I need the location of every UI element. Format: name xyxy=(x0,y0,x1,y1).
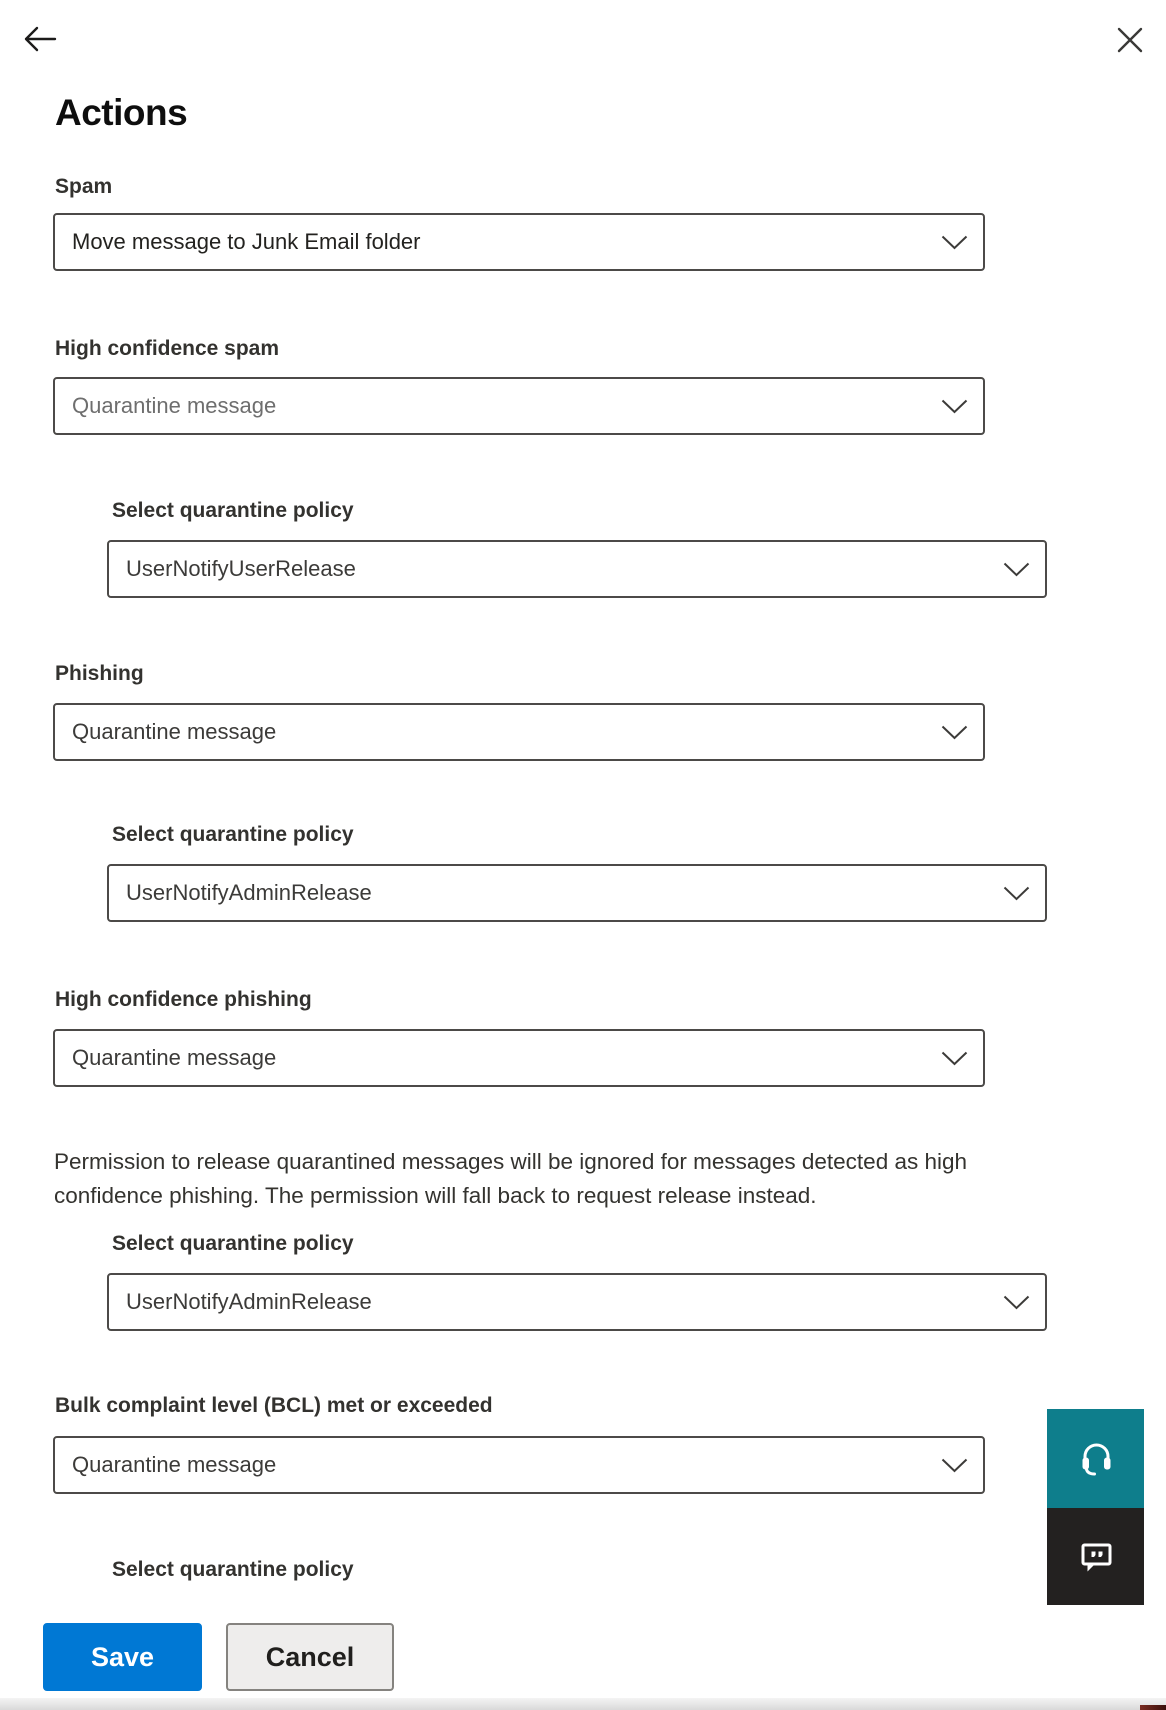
headset-icon xyxy=(1074,1437,1118,1481)
hcp-permission-note: Permission to release quarantined messages will be ignored for messages detected as high confidence phishing. The permission will fall back to request release instead. xyxy=(54,1149,968,1208)
high-confidence-phishing-dropdown[interactable] xyxy=(53,1029,985,1087)
chevron-down-icon xyxy=(1003,562,1030,577)
arrow-left-icon xyxy=(22,23,58,55)
chevron-down-icon xyxy=(941,399,968,414)
spam-value: Move message to Junk Email folder xyxy=(72,229,421,254)
bottom-right-artifact xyxy=(1140,1705,1166,1710)
feedback-chat-button[interactable] xyxy=(1047,1508,1144,1605)
bcl-value: Quarantine message xyxy=(72,1452,277,1477)
chevron-down-icon xyxy=(941,725,968,740)
high-confidence-spam-value: Quarantine message xyxy=(72,393,277,418)
chat-bubble-icon xyxy=(1074,1535,1118,1579)
high-confidence-phishing-value: Quarantine message xyxy=(72,1045,277,1070)
back-button[interactable] xyxy=(22,23,58,55)
hcs-quarantine-policy-value: UserNotifyUserRelease xyxy=(126,556,356,581)
bottom-page-edge xyxy=(0,1698,1166,1710)
spam-label: Spam xyxy=(55,175,113,198)
high-confidence-spam-label: High confidence spam xyxy=(55,337,280,360)
phishing-quarantine-policy-label: Select quarantine policy xyxy=(112,823,354,846)
close-button[interactable] xyxy=(1114,25,1146,55)
phishing-dropdown[interactable] xyxy=(53,703,985,761)
save-button[interactable]: Save xyxy=(43,1623,202,1691)
hcp-quarantine-policy-label: Select quarantine policy xyxy=(112,1232,354,1255)
help-support-button[interactable] xyxy=(1047,1409,1144,1508)
hcp-quarantine-policy-dropdown[interactable] xyxy=(107,1273,1047,1331)
hcs-quarantine-policy-label: Select quarantine policy xyxy=(112,499,354,522)
close-icon xyxy=(1115,25,1145,55)
chevron-down-icon xyxy=(1003,886,1030,901)
phishing-quarantine-policy-value: UserNotifyAdminRelease xyxy=(126,880,372,905)
high-confidence-phishing-label: High confidence phishing xyxy=(55,988,312,1011)
footer-bar xyxy=(0,1588,1166,1698)
bcl-label: Bulk complaint level (BCL) met or exceeded xyxy=(55,1394,493,1417)
bcl-dropdown[interactable] xyxy=(53,1436,985,1494)
chevron-down-icon xyxy=(941,235,968,250)
hcs-quarantine-policy-dropdown[interactable] xyxy=(107,540,1047,598)
spam-dropdown[interactable] xyxy=(53,213,985,271)
chevron-down-icon xyxy=(941,1458,968,1473)
phishing-label: Phishing xyxy=(55,662,144,685)
chevron-down-icon xyxy=(941,1051,968,1066)
phishing-quarantine-policy-dropdown[interactable] xyxy=(107,864,1047,922)
chevron-down-icon xyxy=(1003,1295,1030,1310)
bcl-quarantine-policy-label: Select quarantine policy xyxy=(112,1558,354,1581)
hcp-quarantine-policy-value: UserNotifyAdminRelease xyxy=(126,1289,372,1314)
cancel-button[interactable]: Cancel xyxy=(226,1623,394,1691)
phishing-value: Quarantine message xyxy=(72,719,277,744)
high-confidence-spam-dropdown[interactable] xyxy=(53,377,985,435)
page-title: Actions xyxy=(55,92,188,133)
